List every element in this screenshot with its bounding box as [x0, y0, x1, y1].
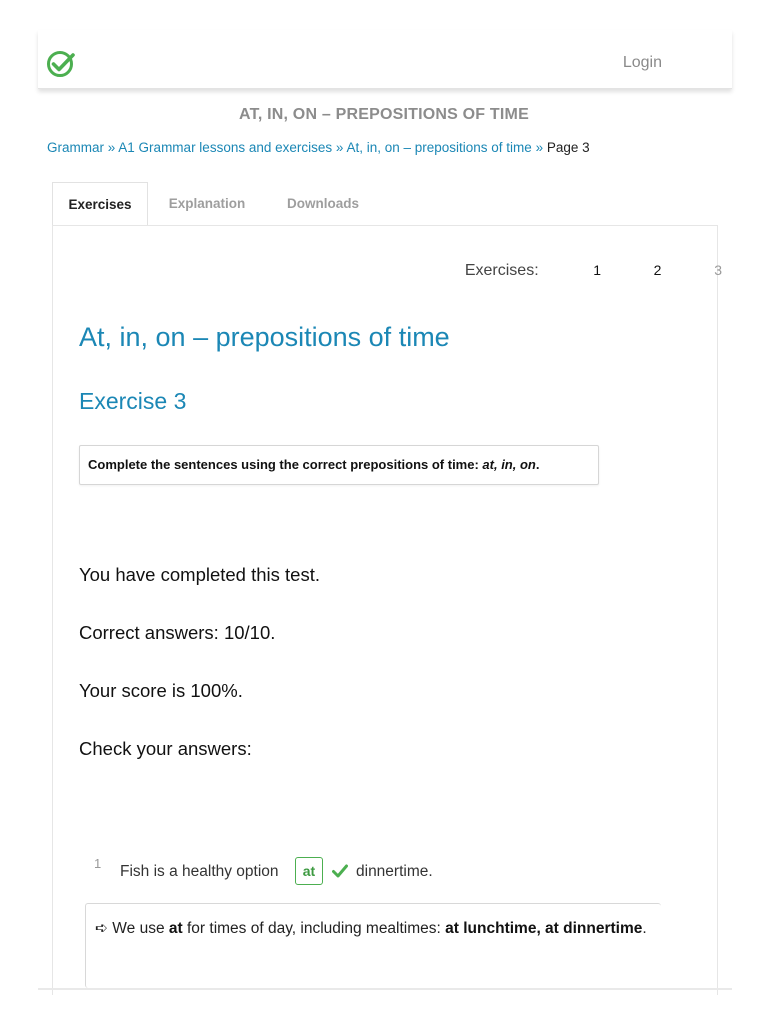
instruction-end: .: [535, 457, 540, 472]
login-link[interactable]: Login: [622, 54, 662, 71]
breadcrumb-a1-lessons[interactable]: A1 Grammar lessons and exercises: [118, 140, 333, 155]
check-circle-icon[interactable]: [46, 49, 76, 79]
question-text-before: Fish is a healthy option: [120, 863, 279, 880]
breadcrumb: [47, 140, 590, 155]
correct-answers: Correct answers: 10/10.: [79, 622, 276, 643]
checkmark-icon: [332, 864, 348, 878]
explanation-end: .: [642, 920, 647, 937]
explanation-text: We use: [108, 920, 169, 937]
check-answers-label: Check your answers:: [79, 738, 252, 759]
breadcrumb-separator: »: [335, 140, 344, 155]
tab-downloads[interactable]: Downloads: [268, 182, 378, 226]
arrow-icon: ➪: [95, 920, 108, 937]
explanation-box: [85, 903, 661, 988]
pager-label: Exercises:: [464, 262, 539, 279]
instruction-text: Complete the sentences using the correct prepositions of time:: [88, 457, 483, 472]
exercise-title: Exercise 3: [79, 388, 187, 414]
breadcrumb-grammar[interactable]: Grammar: [47, 140, 104, 155]
breadcrumb-current: Page 3: [546, 140, 590, 155]
tab-exercises[interactable]: Exercises: [52, 182, 148, 226]
pager-page-1[interactable]: 1: [593, 262, 601, 278]
instruction-options: at, in, on: [482, 457, 536, 472]
pager-page-2[interactable]: 2: [653, 262, 662, 278]
breadcrumb-separator: »: [107, 140, 116, 155]
breadcrumb-separator: »: [535, 140, 544, 155]
question-number: 1: [94, 856, 102, 871]
pager-page-current: 3: [714, 262, 722, 278]
question-row: [94, 856, 654, 888]
breadcrumb-topic[interactable]: At, in, on – prepositions of time: [346, 140, 532, 155]
instruction-box: [79, 445, 599, 485]
answer-field: at: [295, 857, 323, 885]
exercise-pager: [465, 262, 722, 280]
question-text-after: dinnertime.: [356, 863, 433, 880]
footer-divider: [38, 988, 732, 990]
lesson-title: At, in, on – prepositions of time: [79, 322, 450, 352]
score: Your score is 100%.: [79, 680, 243, 701]
explanation-keyword: at: [168, 920, 183, 937]
page-heading: AT, IN, ON – PREPOSITIONS OF TIME: [239, 106, 529, 123]
site-header: [38, 30, 732, 89]
explanation-text: for times of day, including mealtimes:: [182, 920, 446, 937]
completed-message: You have completed this test.: [79, 564, 320, 585]
explanation-examples: at lunchtime, at dinnertime: [445, 920, 643, 937]
tab-explanation[interactable]: Explanation: [148, 182, 266, 226]
